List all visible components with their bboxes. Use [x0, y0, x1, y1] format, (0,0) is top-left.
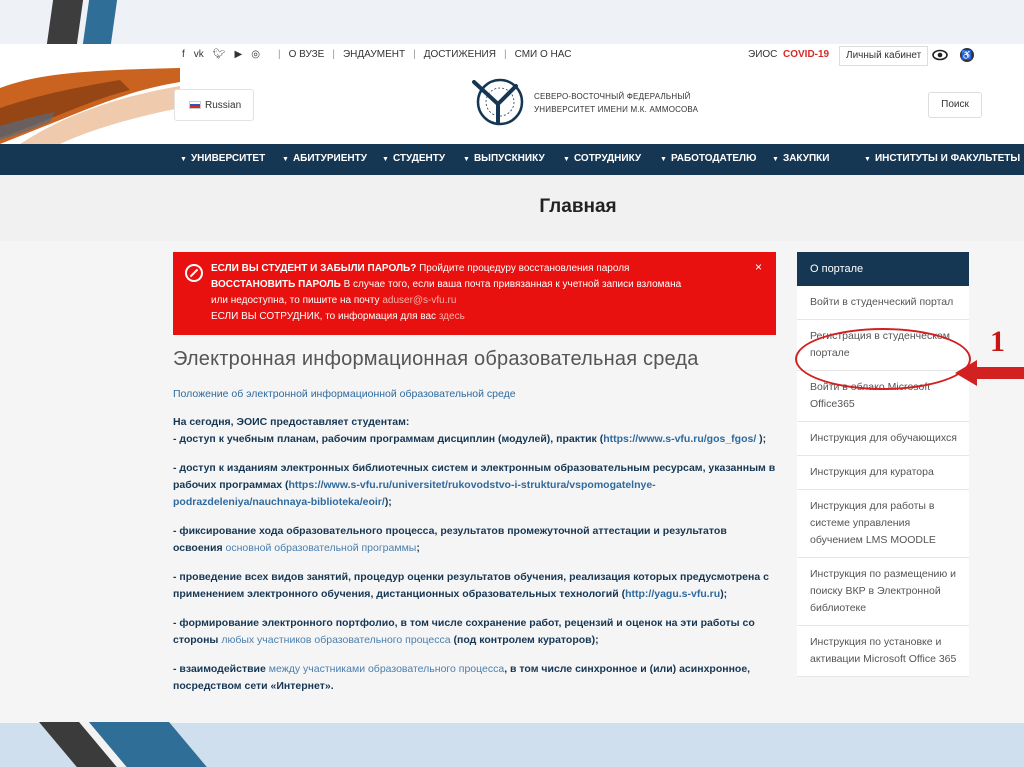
top-link-endowment[interactable]: ЭНДАУМЕНТ [342, 49, 406, 60]
library-link[interactable]: https://www.s-vfu.ru/universitet/rukovodstvo-i-struktura/vspomogatelnye-podrazdeleniya/nauchnaya-biblioteka/eoir/ [173, 479, 656, 508]
sidebar-item-moodle-guide[interactable]: Инструкция для работы в системе управления обучением LMS MOODLE [797, 490, 969, 558]
participants-interaction-link[interactable]: между участниками образовательного процесса [268, 663, 505, 675]
nav-item-student[interactable]: ▼ СТУДЕНТУ [382, 153, 446, 164]
chevron-down-icon: ▼ [772, 156, 779, 163]
page-title: Главная [539, 196, 617, 217]
main-nav [0, 144, 1024, 175]
russia-flag-icon [189, 101, 201, 109]
chevron-down-icon: ▼ [463, 156, 470, 163]
search-button[interactable]: Поиск [928, 92, 982, 118]
twitter-icon[interactable]: 🐦︎ [212, 49, 226, 60]
accessibility-icon[interactable]: ♿ [961, 50, 973, 60]
personal-cabinet-button[interactable]: Личный кабинет [839, 46, 928, 66]
sidebar-item-office365-install[interactable]: Инструкция по установке и активации Microsoft Office 365 [797, 626, 969, 677]
employee-info-link[interactable]: здесь [438, 311, 465, 322]
arrow-left-icon [955, 358, 1024, 388]
language-selector[interactable] [174, 89, 254, 121]
nav-item-applicant[interactable]: ▼ АБИТУРИЕНТУ [282, 153, 367, 164]
paragraph-3: - фиксирование хода образовательного процесса, результатов промежуточной аттестации и результатов освоения основной образовательной программы; [173, 525, 727, 554]
restore-password-link[interactable]: ВОССТАНОВИТЬ ПАРОЛЬ [211, 279, 341, 290]
top-links: | О ВУЗЕ | ЭНДАУМЕНТ | ДОСТИЖЕНИЯ | СМИ О НАС [278, 49, 572, 60]
paragraph-6: - взаимодействие между участниками образовательного процесса, в том числе синхронное и (или) асинхронное, посредством сети «Интернет». [173, 663, 751, 692]
support-email-link[interactable]: aduser@s-vfu.ru [382, 295, 457, 306]
nav-item-graduate[interactable]: ▼ ВЫПУСКНИКУ [463, 153, 545, 164]
password-alert [173, 252, 776, 335]
main-heading: Электронная информационная образовательная среда [173, 348, 699, 370]
sidebar-item-login[interactable]: Войти в студенческий портал [797, 286, 969, 320]
language-label: Russian [205, 99, 242, 111]
site-header [0, 68, 1024, 144]
chevron-down-icon: ▼ [180, 156, 187, 163]
slide-stripe-dark [47, 0, 83, 44]
paragraph-5: - формирование электронного портфолио, в том числе сохранение работ, рецензий и оценок на эти работы со стороны любых участников образовательного процесса (под контролем кураторов); [173, 617, 755, 646]
eye-icon[interactable] [932, 47, 948, 63]
brush-decoration [0, 68, 180, 144]
alert-text: ЕСЛИ ВЫ СТУДЕНТ И ЗАБЫЛИ ПАРОЛЬ? Пройдите процедуру восстановления пароля ВОССТАНОВИТЬ ПАРОЛЬ В случае того, если ваша почта привязанная к учетной записи взломана или недоступна, то пишите на почту aduser@s-vfu.ru ЕСЛИ ВЫ СОТРУДНИК, то информация для вас здесь [211, 263, 682, 322]
chevron-down-icon: ▼ [563, 156, 570, 163]
social-links [182, 49, 260, 60]
nav-item-university[interactable]: ▼ УНИВЕРСИТЕТ [180, 153, 266, 164]
highlight-ellipse [795, 328, 971, 390]
nav-item-purchases[interactable]: ▼ ЗАКУПКИ [772, 153, 830, 164]
nav-item-employee[interactable]: ▼ СОТРУДНИКУ [563, 153, 642, 164]
paragraph-2: - доступ к изданиям электронных библиотечных систем и электронным образовательным ресурсам, указанным в рабочих программах (https://www.s-vfu.ru/universitet/rukovodstvo-i-struktura/vspomogatelnye-podrazdeleniya/nauchnaya-biblioteka/eoir/); [173, 462, 776, 508]
top-utility-bar [0, 44, 1024, 68]
vk-icon[interactable]: vk [193, 49, 204, 60]
slide-top-band [0, 0, 1024, 44]
youtube-icon[interactable]: ▶ [234, 49, 243, 60]
sidebar-item-curator-guide[interactable]: Инструкция для куратора [797, 456, 969, 490]
sidebar-item-registration[interactable]: Регистрация в студенческом портале [797, 320, 969, 371]
university-logo-icon[interactable] [470, 76, 526, 128]
portal-sidebar [797, 252, 969, 677]
main-program-link[interactable]: основной образовательной программы [225, 542, 417, 554]
university-name: СЕВЕРО-ВОСТОЧНЫЙ ФЕДЕРАЛЬНЫЙ УНИВЕРСИТЕТ ИМЕНИ М.К. АММОСОВА [534, 92, 699, 114]
gos-fgos-link[interactable]: https://www.s-vfu.ru/gos_fgos/ [603, 433, 757, 445]
top-link-about[interactable]: О ВУЗЕ [288, 49, 325, 60]
nav-item-institutes[interactable]: ▼ ИНСТИТУТЫ И ФАКУЛЬТЕТЫ [864, 153, 1021, 164]
step-number: 1 [990, 325, 1005, 358]
chevron-down-icon: ▼ [282, 156, 289, 163]
covid-link[interactable]: COVID-19 [783, 49, 830, 60]
instagram-icon[interactable]: ◎ [251, 49, 260, 60]
eios-description [173, 414, 778, 707]
chevron-down-icon: ▼ [382, 156, 389, 163]
forbidden-icon [185, 264, 203, 282]
sidebar-header: О портале [797, 252, 969, 286]
paragraph-1: На сегодня, ЭОИС предоставляет студентам: - доступ к учебным планам, рабочим программам дисциплин (модулей), практик (https://www.s-vfu.ru/gos_fgos/ ); [173, 416, 767, 445]
sidebar-item-student-guide[interactable]: Инструкция для обучающихся [797, 422, 969, 456]
eios-link[interactable]: ЭИОС [748, 49, 778, 60]
paragraph-4: - проведение всех видов занятий, процедур оценки результатов обучения, реализация которых предусмотрена с применением электронного обучения, дистанционных образовательных технологий (http://yagu.s-vfu.ru); [173, 571, 769, 600]
participants-link[interactable]: любых участников образовательного процесса [221, 634, 451, 646]
nav-item-employer[interactable]: ▼ РАБОТОДАТЕЛЮ [660, 153, 757, 164]
chevron-down-icon: ▼ [660, 156, 667, 163]
close-icon[interactable]: × [754, 260, 762, 274]
chevron-down-icon: ▼ [864, 156, 871, 163]
sidebar-item-office365-login[interactable]: Войти в облако Microsoft Office365 [797, 371, 969, 422]
yagu-link[interactable]: http://yagu.s-vfu.ru [625, 588, 721, 600]
top-link-achievements[interactable]: ДОСТИЖЕНИЯ [423, 49, 496, 60]
facebook-icon[interactable]: f [182, 49, 185, 60]
sidebar-item-vkr-guide[interactable]: Инструкция по размещению и поиску ВКР в Электронной библиотеке [797, 558, 969, 626]
regulations-link[interactable]: Положение об электронной информационной образовательной среде [173, 388, 516, 400]
top-link-media[interactable]: СМИ О НАС [514, 49, 572, 60]
